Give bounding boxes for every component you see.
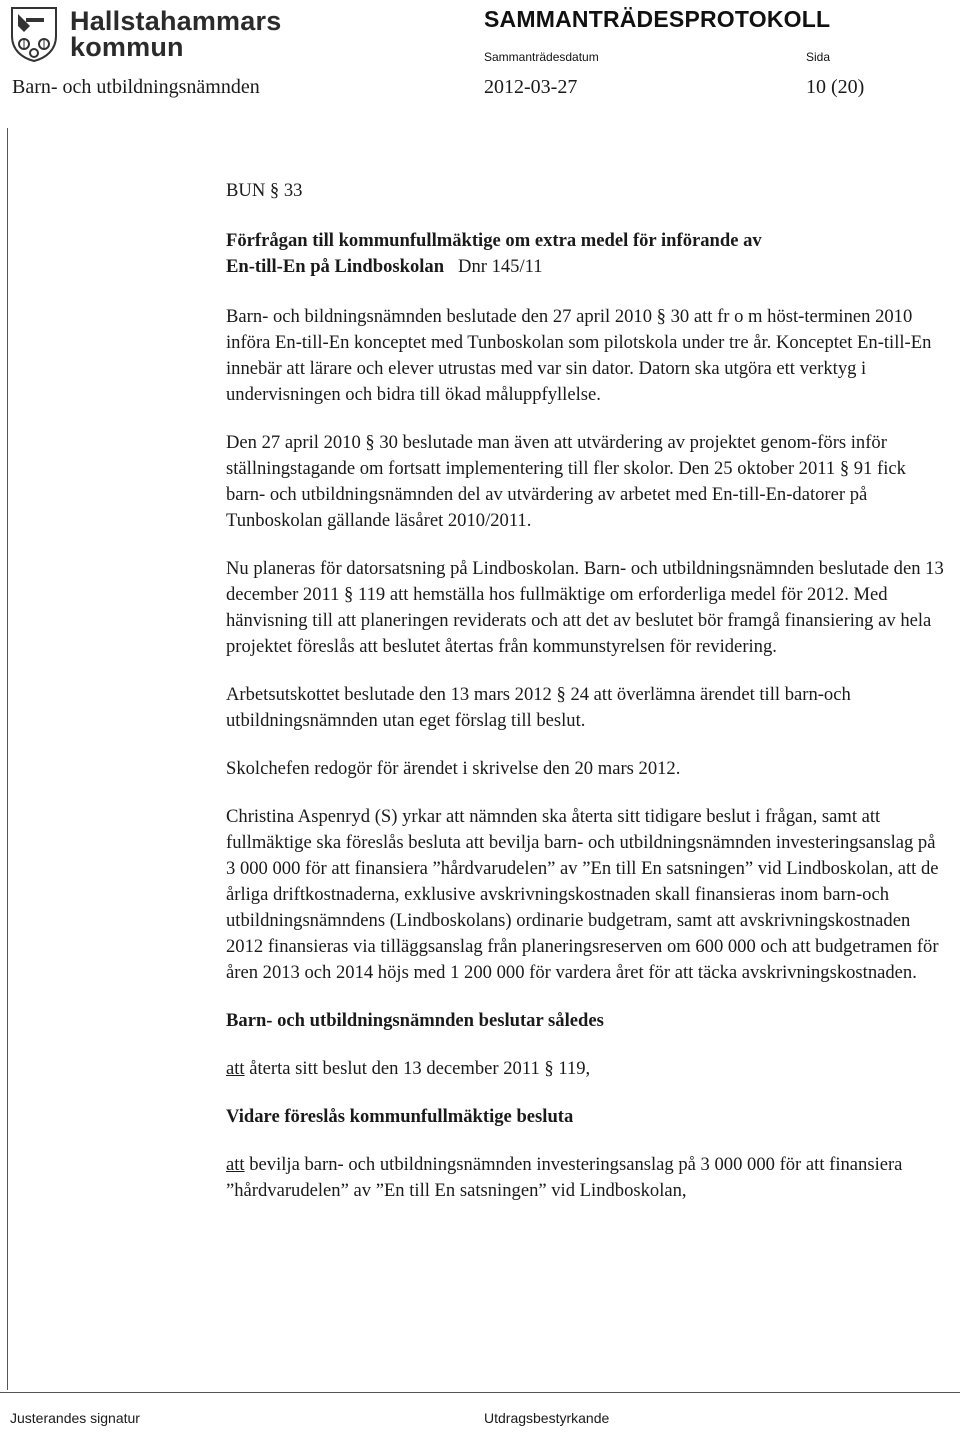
paragraph-evaluation: Den 27 april 2010 § 30 beslutade man även att utvärdering av projektet genom-förs inför ställningstagande om fortsatt implementering till fler skolor. Den 25 oktober 2011 § 91 fick barn- och utbildningsnämnden del av utvärdering av arbetet med En-till-En-datorer på Tunboskolan gällande läsåret 2010/2011. <box>226 432 906 531</box>
decision-att: att <box>226 1058 245 1079</box>
section-title-line-2 <box>226 254 948 280</box>
proposal-body: bevilja barn- och utbildningsnämnden investeringsanslag på 3 000 000 för att finansiera ”hårdvarudelen” av ”En till En satsningen” vid Lindboskolan, <box>226 1154 903 1201</box>
proposal-att: att <box>226 1154 245 1175</box>
paragraph-report: Skolchefen redogör för ärendet i skrivelse den 20 mars 2012. <box>226 758 681 779</box>
decision-body: återta sitt beslut den 13 december 2011 § 119, <box>244 1058 591 1079</box>
logo-line-2: kommun <box>70 32 184 62</box>
logo-line-1: Hallstahammars <box>70 6 282 36</box>
diary-number: Dnr 145/11 <box>458 256 543 277</box>
proposal-heading: Vidare föreslås kommunfullmäktige besluta <box>226 1106 574 1127</box>
decision-heading: Barn- och utbildningsnämnden beslutar således <box>226 1010 604 1031</box>
signature-label: Justerandes signatur <box>10 1410 140 1426</box>
coat-of-arms-icon <box>10 6 58 62</box>
decision-text <box>226 1056 948 1082</box>
section-title-line-1: Förfrågan till kommunfullmäktige om extra medel för införande av <box>226 230 762 251</box>
paragraph-planning: Nu planeras för datorsatsning på Lindboskolan. Barn- och utbildningsnämnden beslutade den 13 december 2011 § 119 att hemställa hos fullmäktige om erforderliga medel för 2012. Med hänvisning till att planeringen reviderats och att det av beslutet bör framgå finansiering av hela projektet föreslås att beslutet återtas från kommunstyrelsen för revidering. <box>226 558 944 657</box>
paragraph-background: Barn- och bildningsnämnden beslutade den 27 april 2010 § 30 att fr o m höst-terminen 2010 införa En-till-En konceptet med Tunboskolan som pilotskola under tre år. Konceptet En-till-En innebär att lärare och elever utrustas med var sin dator. Datorn ska utgöra ett verktyg i undervisningen och bidra till ökad måluppfyllelse. <box>226 306 932 405</box>
paragraph-motion: Christina Aspenryd (S) yrkar att nämnden ska återta sitt tidigare beslut i frågan, samt att fullmäktige ska föreslås besluta att bevilja barn- och utbildningsnämnden investeringsanslag på 3 000 000 för att finansiera ”hårdvarudelen” av ”En till En satsningen” vid Lindboskolan, att de årliga driftkostnaderna, exklusive avskrivningskostnaden skall finansieras inom barn-och utbildningsnämndens (Lindboskolans) ordinarie budgetram, samt att avskrivningskostnaden 2012 finansieras via tilläggsanslag från planeringsreserven om 600 000 och att budgetramen för åren 2013 och 2014 höjs med 1 200 000 för vardera året för att täcka avskrivningskostnaden. <box>226 806 939 983</box>
footer-rule <box>0 1392 960 1393</box>
paragraph-working-committee: Arbetsutskottet beslutade den 13 mars 2012 § 24 att överlämna ärendet till barn-och utbildningsnämnden utan eget förslag till beslut. <box>226 684 851 731</box>
logo-wordmark <box>70 8 281 60</box>
paragraph-id: BUN § 33 <box>226 180 303 201</box>
margin-rule <box>7 128 8 1390</box>
document-type: SAMMANTRÄDESPROTOKOLL <box>484 6 831 32</box>
meeting-date: 2012-03-27 <box>484 76 578 98</box>
page-number: 10 (20) <box>806 76 865 98</box>
protocol-body <box>226 178 948 1204</box>
certificate-label: Utdragsbestyrkande <box>484 1410 610 1426</box>
proposal-text <box>226 1152 948 1204</box>
section-title-subject: En-till-En på Lindboskolan <box>226 256 445 277</box>
municipality-logo <box>10 6 300 62</box>
committee-name: Barn- och utbildningsnämnden <box>12 76 260 98</box>
page-label: Sida <box>806 50 831 64</box>
meeting-date-label: Sammanträdesdatum <box>484 50 599 64</box>
